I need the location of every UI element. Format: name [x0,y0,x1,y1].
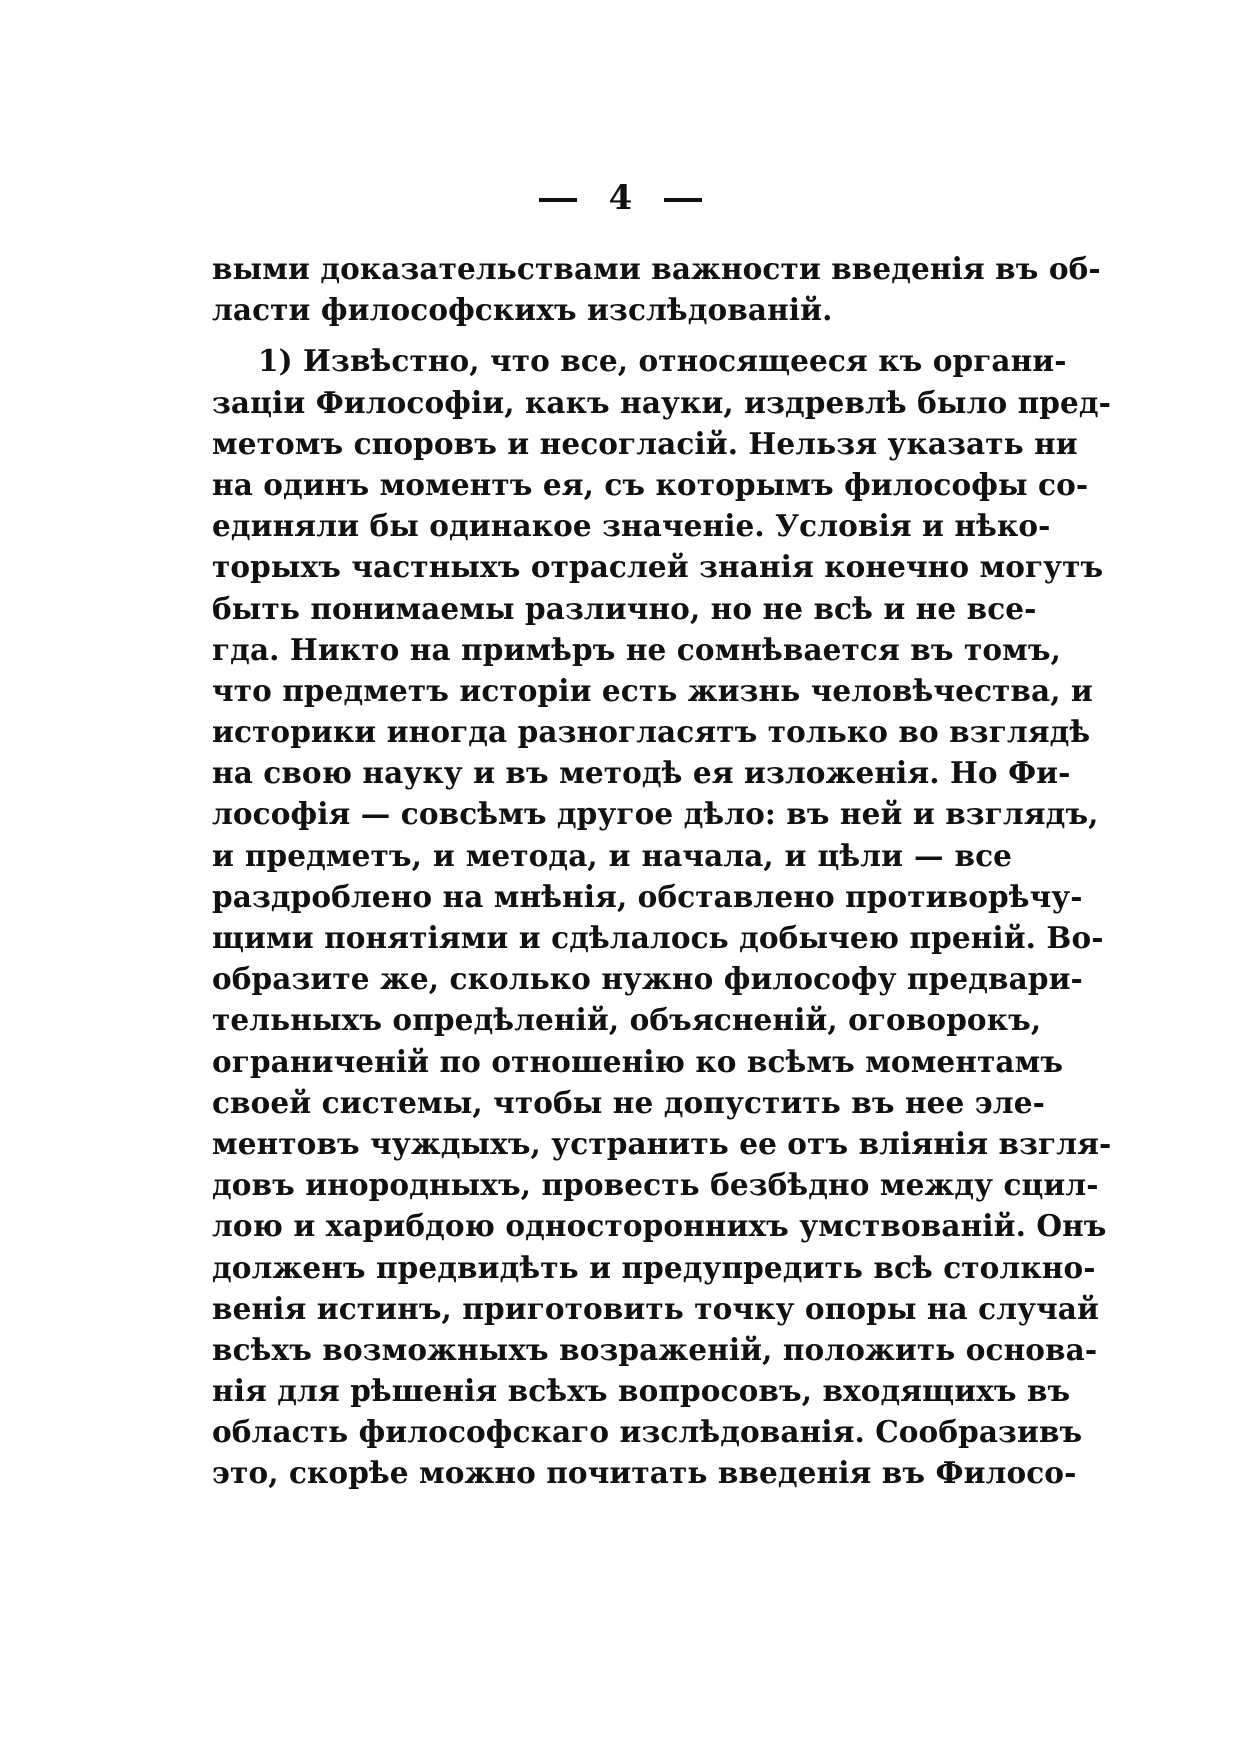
paragraph-gap [212,330,1012,340]
text-line: ограниченій по отношенію ко всѣмъ моментамъ [212,1043,1064,1079]
text-line: быть понимаемы различно, но не всѣ и не все- [212,590,1037,626]
text-line: заціи Философіи, какъ науки, издревлѣ было пред- [212,384,1112,420]
page-number-header [0,178,1241,218]
text-line: венія истинъ, приготовить точку опоры на случай [212,1290,1099,1326]
text-line: 1) Извѣстно, что все, относящееся къ органи- [258,343,1067,379]
text-line: что предметъ исторіи есть жизнь человѣчества, и [212,672,1093,708]
text-line: метомъ споровъ и несогласій. Нельзя указать ни [212,425,1078,461]
text-line: торыхъ частныхъ отраслей знанія конечно могутъ [212,549,1104,585]
text-line: и предметъ, и метода, и начала, и цѣли — все [212,837,1012,873]
text-line: на свою науку и въ методѣ ея изложенія. Но Фи- [212,755,1071,791]
text-line: всѣхъ возможныхъ возраженій, положить основа- [212,1331,1098,1367]
text-line: лософія — совсѣмъ другое дѣло: въ ней и взглядъ, [212,796,1099,832]
text-line: лою и харибдою одностороннихъ умствованій. Онъ [212,1208,1107,1244]
text-line: ментовъ чуждыхъ, устранить ее отъ вліянія взгля- [212,1125,1112,1161]
text-line: единяли бы одинакое значеніе. Условія и нѣко- [212,508,1051,544]
left-dash [539,198,577,202]
page-number: 4 [608,178,633,218]
text-line: раздроблено на мнѣнія, обставлено противорѣчу- [212,878,1083,914]
text-line: область философскаго изслѣдованія. Сообразивъ [212,1414,1083,1450]
text-line: ласти философскихъ изслѣдованій. [212,292,833,328]
right-dash [664,198,702,202]
text-line: довъ инородныхъ, провесть безбѣдно между сцил- [212,1167,1099,1203]
text-line: долженъ предвидѣть и предупредить всѣ столкно- [212,1249,1096,1285]
text-line: на одинъ моментъ ея, съ которымъ философы со- [212,466,1089,502]
text-line: выми доказательствами важности введенія въ об- [212,251,1101,286]
text-line: это, скорѣе можно почитать введенія въ Филосо- [212,1455,1077,1491]
text-line: историки иногда разногласятъ только во взглядѣ [212,714,1091,750]
body-text [212,248,1112,1494]
text-line: гда. Никто на примѣръ не сомнѣвается въ томъ, [212,631,1061,667]
text-line: нія для рѣшенія всѣхъ вопросовъ, входящихъ въ [212,1373,1071,1409]
text-line: щими понятіями и сдѣлалось добычею преній. Во- [212,920,1104,955]
text-line: тельныхъ опредѣленій, объясненій, оговорокъ, [212,1002,1042,1038]
text-line: образите же, сколько нужно философу предвари- [212,961,1083,997]
text-line: своей системы, чтобы не допустить въ нее эле- [212,1084,1045,1120]
